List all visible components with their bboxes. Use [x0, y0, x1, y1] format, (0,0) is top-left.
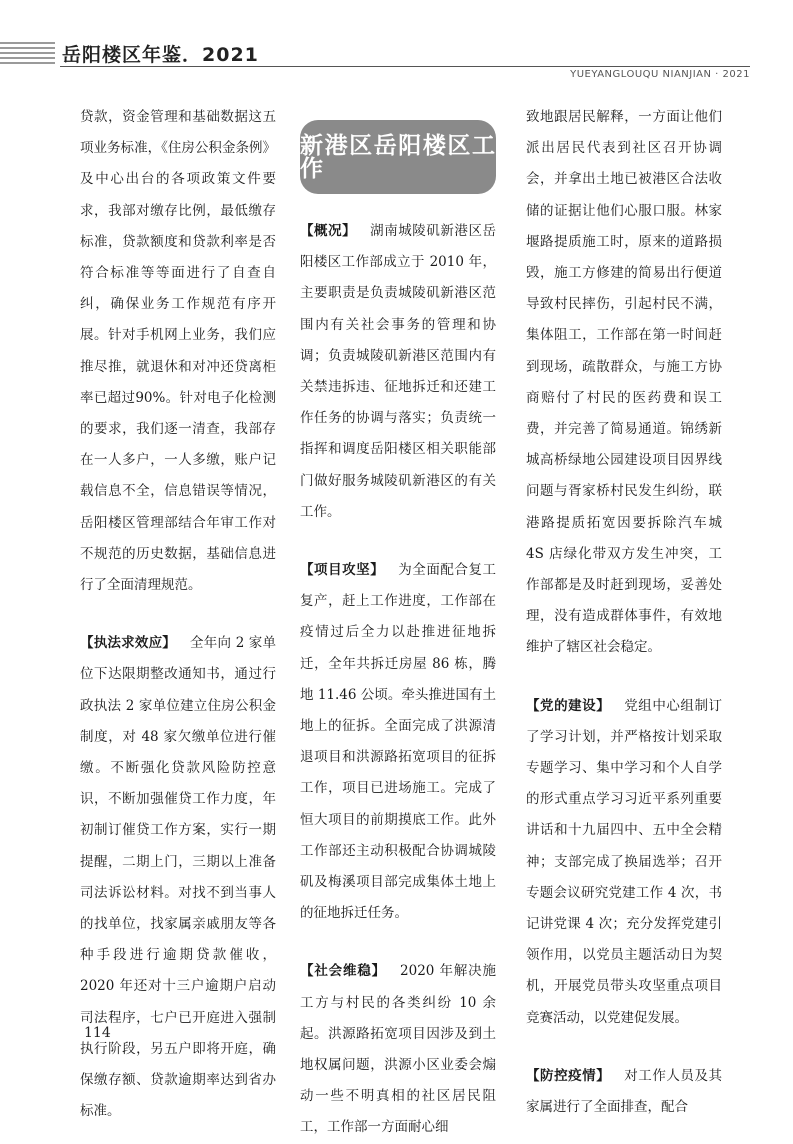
section-keyword: 【执法求效应】: [80, 635, 177, 652]
paragraph-text: 湖南城陵矶新港区岳阳楼区工作部成立于 2010 年，主要职责是负责城陵矶新港区范围内有关社会事务的管理和协调；负责城陵矶新港区范围内有关禁违拆违、征地拆迁和还建工作任务的协调与落实；负责统一指挥和调度岳阳楼区相关职能部门做好服务城陵矶新港区的有关工作。: [300, 223, 497, 520]
column-left: [80, 102, 276, 1128]
paragraph: [80, 102, 276, 601]
paragraph-text: 为全面配合复工复产，赶上工作进度，工作部在疫情过后全力以赴推进征地拆迁，全年共拆迁房屋 86 栋，腾地 11.46 公顷。牵头推进国有土地上的征拆。全面完成了洪源清退项目和洪源路拓宽项目的征拆工作，项目已进场施工。完成了恒大项目的前期摸底工作。此外工作部还主动积极配合协调城陵矶及梅溪项目部完成集体土地上的征地拆迁任务。: [300, 562, 496, 922]
section-keyword: 【项目攻坚】: [300, 562, 385, 579]
yearbook-subtitle: YUEYANGLOUQU NIANJIAN · 2021: [570, 69, 750, 80]
paragraph-text: 全年向 2 家单位下达限期整改通知书，通过行政执法 2 家单位建立住房公积金制度，对 48 家欠缴单位进行催缴。不断强化贷款风险防控意识，不断加强催贷工作力度，年初制订催贷工作方案，实行一期提醒，二期上门，三期以上准备司法诉讼材料。对找不到当事人的找单位，找家属亲戚朋友等各种手段进行逾期贷款催收，2020 年还对十三户逾期户启动司法程序，七户已开庭进入强制执行阶段，另五户即将开庭，确保缴存额、贷款逾期率达到省办标准。: [80, 635, 277, 1120]
paragraph: [526, 102, 722, 664]
column-middle: [300, 102, 496, 1144]
header-stripes-decoration: [0, 42, 55, 67]
section-keyword: 【社会维稳】: [300, 963, 387, 980]
running-header: [0, 0, 793, 100]
paragraph: [300, 956, 496, 1143]
paragraph-text: 致地跟居民解释，一方面让他们派出居民代表到社区召开协调会，并拿出土地已被港区合法收储的证据让他们心服口服。林家堰路提质施工时，原来的道路损毁，施工方修建的简易出行便道导致村民摔伤，引起村民不满，集体阻工，工作部在第一时间赶到现场，疏散群众，与施工方协商赔付了村民的医药费和误工费，并完善了简易通道。锦绣新城高桥绿地公园建设项目因界线问题与胥家桥村民发生纠纷，联港路提质拓宽因要拆除汽车城 4S 店绿化带双方发生冲突，工作部都是及时赶到现场，妥善处理，没有造成群体事件，有效地维护了辖区社会稳定。: [526, 109, 722, 656]
column-right: [526, 102, 722, 1123]
paragraph-text: 对工作人员及其家属进行了全面排查，配合: [526, 1067, 722, 1116]
paragraph: [300, 555, 496, 929]
page-number: 114: [84, 1025, 111, 1041]
header-rule: [60, 66, 750, 67]
section-banner: 新港区岳阳楼区工作: [300, 120, 496, 194]
yearbook-title: 岳阳楼区年鉴．2021: [62, 44, 259, 66]
paragraph: [526, 691, 722, 1034]
paragraph-text: 2020 年解决施工方与村民的各类纠纷 10 余起。洪源路拓宽项目因涉及到土地权属问题，洪源小区业委会煽动一些不明真相的社区居民阻工，工作部一方面耐心细: [300, 963, 497, 1136]
paragraph-text: 党组中心组制订了学习计划，并严格按计划采取专题学习、集中学习和个人自学的形式重点学习习近平系列重要讲话和十九届四中、五中全会精神；支部完成了换届选举；召开专题会议研究党建工作 4 次，书记讲党课 4 次；充分发挥党建引领作用，以党员主题活动日为契机，开展党员带头攻坚重点项目竞赛活动，以党建促发展。: [526, 697, 722, 1026]
paragraph: [300, 216, 496, 528]
paragraph-text: 贷款，资金管理和基础数据这五项业务标准，《住房公积金条例》及中心出台的各项政策文件要求，我部对缴存比例，最低缴存标准，贷款额度和贷款利率是否符合标准等等面进行了自查自纠，确保业务工作规范有序开展。针对手机网上业务，我们应推尽推，就退休和对冲还贷离柜率已超过90%。针对电子化检测的要求，我们逐一清查，我部存在一人多户，一人多缴，账户记载信息不全，信息错误等情况，岳阳楼区管理部结合年审工作对不规范的历史数据，基础信息进行了全面清理规范。: [80, 109, 276, 594]
section-keyword: 【概况】: [300, 223, 357, 239]
paragraph: [526, 1061, 722, 1123]
section-keyword: 【防控疫情】: [526, 1067, 611, 1084]
section-keyword: 【党的建设】: [526, 697, 611, 714]
paragraph: [80, 628, 276, 1127]
